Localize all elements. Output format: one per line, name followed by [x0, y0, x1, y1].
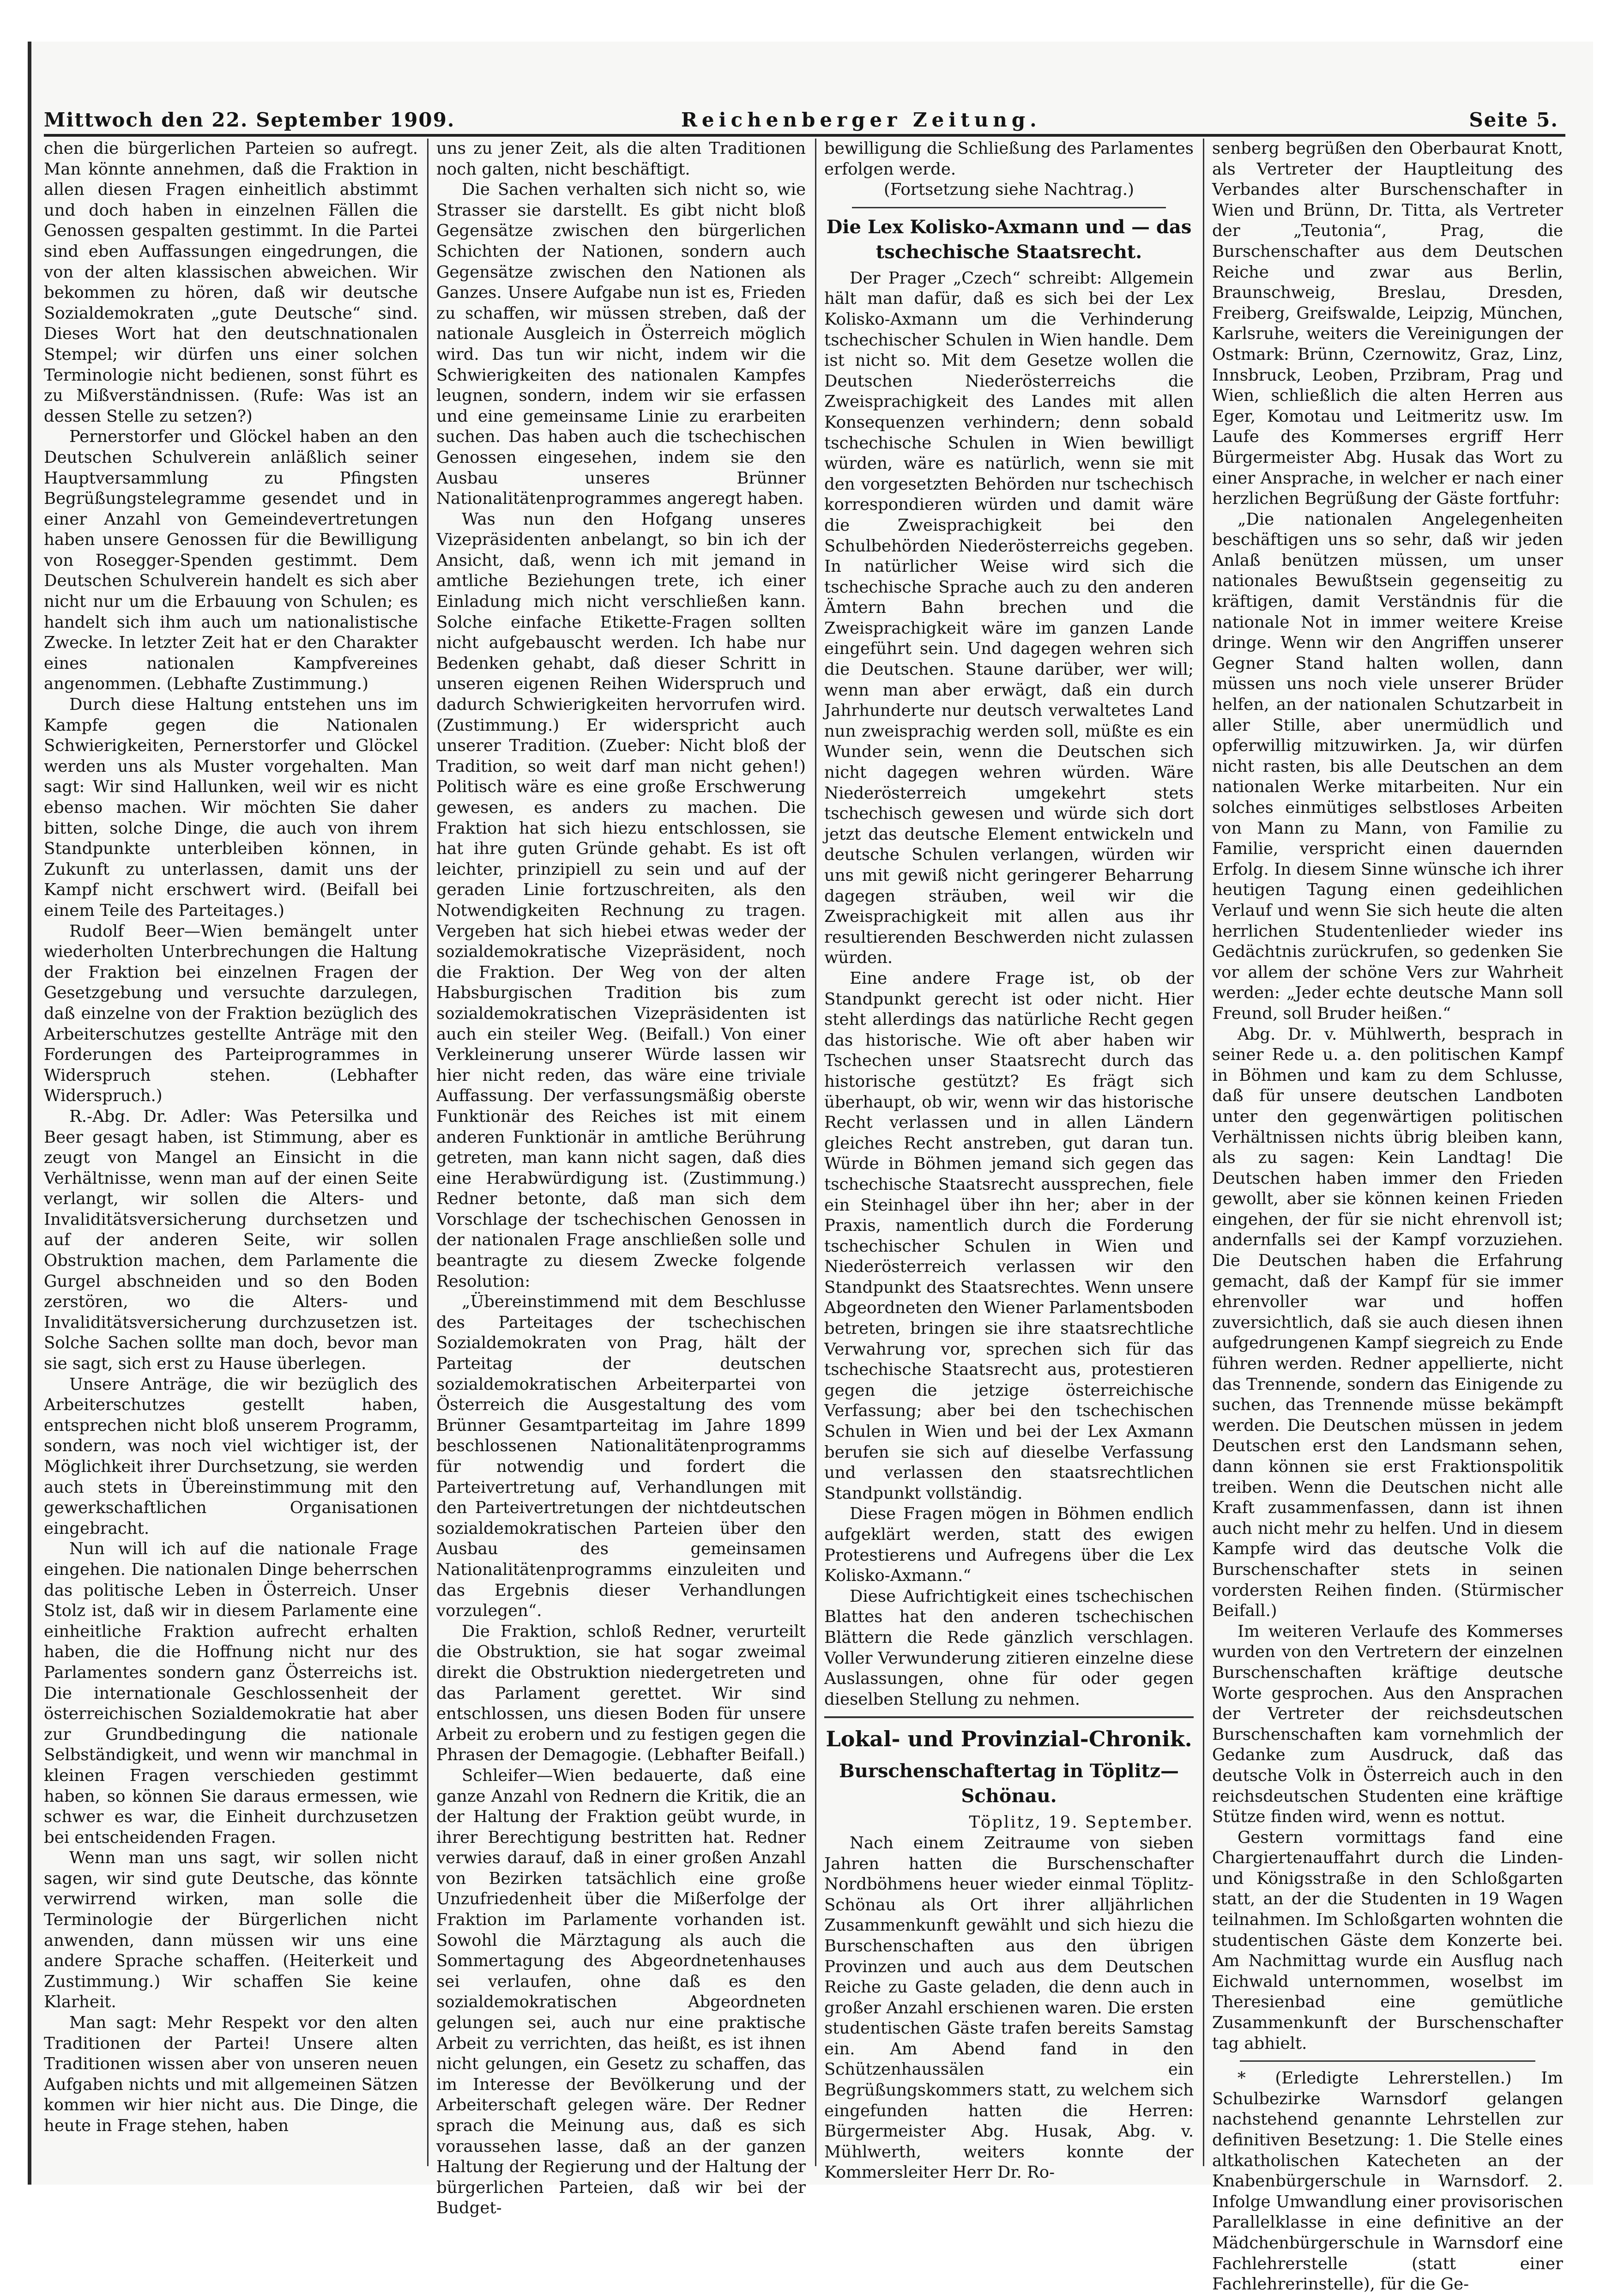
paragraph: Die Sachen verhalten sich nicht so, wie Strasser sie darstellt. Es gibt nicht bloß Gegensätze zwischen den bürgerlichen Schichten der Nationen, sondern auch Gegensätze zwischen den Nationen als Ganzes. Unsere Aufgabe nun ist es, Frieden zu schaffen, wir müssen streben, daß der nationale Ausgleich in Österreich möglich wird. Das tun wir nicht, indem wir die Schwierigkeiten des nationalen Kampfes leugnen, sondern, indem wir sie erfassen und eine gemeinsame Linie zu erarbeiten suchen. Das haben auch die tschechischen Genossen eingesehen, indem sie den Ausbau unseres Brünner Nationalitätenprogrammes angeregt haben.	[436, 180, 806, 509]
paragraph: Schleifer—Wien bedauerte, daß eine ganze Anzahl von Rednern die Kritik, die an der Haltung der Fraktion geübt wurde, in ihrer Berechtigung bestritten hat. Redner verwies darauf, daß in einer großen Anzahl von Bezirken tatsächlich eine große Unzufriedenheit über die Mißerfolge der Fraktion im Parlamente vorhanden ist. Sowohl die Märztagung als auch die Sommertagung des Abgeordnetenhauses sei verlaufen, ohne daß es den sozialdemokratischen Abgeordneten gelungen sei, auch nur eine praktische Arbeit zu verrichten, das heißt, es ist ihnen nicht gelungen, ein Gesetz zu schaffen, das im Interesse der Bevölkerung und der Arbeiterschaft gelegen wäre. Der Redner sprach die Meinung aus, daß es sich voraussehen lasse, daß an der ganzen Haltung der Regierung und der Haltung der bürgerlichen Parteien, daß wir bei der Budget-	[436, 1766, 806, 2218]
header-rule	[44, 134, 1565, 137]
column-3	[824, 139, 1194, 2182]
paragraph: Diese Aufrichtigkeit eines tschechischen Blattes hat den anderen tschechischen Blättern die Rede gänzlich verschlagen. Voller Verwunderung zitieren einzelne diese Auslassungen, ohne für oder gegen dieselben Stellung zu nehmen.	[824, 1587, 1194, 1709]
paragraph: Nach einem Zeitraume von sieben Jahren hatten die Burschenschafter Nordböhmens heuer wieder einmal Töplitz-Schönau als Ort ihrer alljährlichen Zusammenkunft gewählt und sich hiezu die Burschenschaften aus den übrigen Provinzen und auch aus dem Deutschen Reiche zu Gaste geladen, die denn auch in großer Anzahl erschienen waren. Die ersten studentischen Gäste trafen bereits Samstag ein. Am Abend fand in den Schützenhaussälen ein Begrüßungskommers statt, zu welchem sich eingefunden hatten die Herren: Bürgermeister Abg. Husak, Abg. v. Mühlwerth, weiters konnte der Kommersleiter Herr Dr. Ro-	[824, 1833, 1194, 2182]
continuation-note: (Fortsetzung siehe Nachtrag.)	[883, 180, 1135, 200]
header-date: Mittwoch den 22. September 1909.	[44, 109, 455, 131]
column-4	[1212, 139, 1563, 2294]
column-rule	[427, 139, 429, 2166]
article-heading: Burschenschaftertag in Töplitz—Schönau.	[839, 1760, 1179, 1807]
section-separator	[824, 1716, 1194, 1718]
newspaper-title: Reichenberger Zeitung.	[681, 109, 1041, 131]
page-header	[44, 65, 1558, 131]
paragraph: Was nun den Hofgang unseres Vizepräsidenten anbelangt, so bin ich der Ansicht, daß, wenn ich mit jemand in amtliche Beziehungen trete, ich einer Einladung mich nicht verschließen kann. Solche einfache Etikette-Fragen sollten nicht aufgebauscht werden. Ich habe nur Bedenken gehabt, daß dieser Schritt in unseren eigenen Reihen Widerspruch und dadurch Schwierigkeiten hervorrufen wird. (Zustimmung.) Er widerspricht auch unserer Tradition. (Zueber: Nicht bloß der Tradition, so weit darf man nicht gehen!) Politisch wäre es eine große Erschwerung gewesen, es anders zu machen. Die Fraktion hat sich hiezu entschlossen, sie hat ihre guten Gründe gehabt. Es ist oft leichter, prinzipiell zu sein und auf der geraden Linie fortzuschreiten, als den Notwendigkeiten Rechnung zu tragen. Vergeben hat sich hiebei etwas weder der sozialdemokratische Vizepräsident, noch die Fraktion. Der Weg von der alten Habsburgischen Tradition bis zum sozialdemokratischen Vizepräsidenten ist auch ein steiler Weg. (Beifall.) Von einer Verkleinerung unserer Würde lassen wir hier nicht reden, das wäre eine triviale Auffassung. Der verfassungsmäßig oberste Funktionär des Reiches ist mit einem anderen Funktionär in amtliche Berührung getreten, man kann nicht sagen, daß dies eine Herabwürdigung ist. (Zustimmung.) Redner betonte, daß man sich dem Vorschlage der tschechischen Genossen in der nationalen Frage anschließen solle und beantragte zu diesem Zwecke folgende Resolution:	[436, 509, 806, 1291]
column-rule	[1203, 139, 1204, 2166]
paragraph: Rudolf Beer—Wien bemängelt unter wiederholten Unterbrechungen die Haltung der Fraktion bei einzelnen Fragen der Gesetzgebung und versuchte darzulegen, daß einzelne von der Fraktion bezüglich des Arbeiterschutzes gestellte Anträge mit den Forderungen des Parteiprogrammes in Widerspruch stehen. (Lebhafter Widerspruch.)	[44, 921, 418, 1106]
resolution-quote: „Übereinstimmend mit dem Beschlusse des Parteitages der tschechischen Sozialdemokraten von Prag, hält der Parteitag der deutschen sozialdemokratischen Arbeiterpartei von Österreich die Ausgestaltung des vom Brünner Gesamtparteitag im Jahre 1899 beschlossenen Nationalitätenprogramms für notwendig und fordert die Parteivertretung auf, Verhandlungen mit den Parteivertretungen der nichtdeutschen sozialdemokratischen Parteien über den Ausbau des gemeinsamen Nationalitätenprogramms einzuleiten und das Ergebnis dieser Verhandlungen vorzulegen“.	[436, 1292, 806, 1621]
article-heading: Die Lex Kolisko-Axmann und — das tschechische Staatsrecht.	[826, 216, 1192, 263]
paragraph: Diese Fragen mögen in Böhmen endlich aufgeklärt werden, statt des ewigen Protestierens und Aufregens über die Lex Kolisko-Axmann.“	[824, 1504, 1194, 1586]
paragraph: Eine andere Frage ist, ob der Standpunkt gerecht ist oder nicht. Hier steht allerdings das natürliche Recht gegen das historische. Wie oft aber haben wir Tschechen unser Staatsrecht durch das historische gestützt? Es frägt sich überhaupt, ob wir, wenn wir das historische Recht verlassen und in allen Ländern gleiches Recht anstreben, gut daran tun. Würde in Böhmen jemand sich gegen das tschechische Staatsrecht aussprechen, fiele ein Steinhagel über ihn her; aber in der Praxis, namentlich durch die Forderung tschechischer Schulen in Wien und Niederösterreich verlassen wir den Standpunkt des Staatsrechtes. Wenn unsere Abgeordneten den Wiener Parlamentsboden betreten, bringen sie ihre staatsrechtliche Verwahrung vor, sprechen sich für das tschechische Staatsrecht aus, protestieren gegen die jetzige österreichische Verfassung; aber bei den tschechischen Schulen in Wien und bei der Lex Axmann berufen sie sich auf dieselbe Verfassung und verlassen den staatsrechtlichen Standpunkt vollständig.	[824, 969, 1194, 1503]
article-separator	[852, 207, 1166, 208]
paragraph: Gestern vormittags fand eine Chargiertenauffahrt durch die Linden- und Königsstraße in den Schloßgarten statt, an der die Studenten in 19 Wagen teilnahmen. Im Schloßgarten wohnten die studentischen Gäste dem Konzerte bei. Am Nachmittag wurde ein Ausflug nach Eichwald unternommen, woselbst im Theresienbad eine gemütliche Zusammenkunft der Burschenschafter tag abhielt.	[1212, 1828, 1563, 2053]
paragraph: Im weiteren Verlaufe des Kommerses wurden von den Vertretern der einzelnen Burschenschaften kräftige deutsche Worte gesprochen. Aus den Ansprachen der Vertreter der reichsdeutschen Burschenschaften kam vornehmlich der Gedanke zum Ausdruck, daß das deutsche Volk in Österreich auch in den reichsdeutschen Studenten eine kräftige Stütze finden wird, wenn es nottut.	[1212, 1622, 1563, 1827]
page-number: Seite 5.	[1469, 109, 1558, 131]
dateline: Töplitz, 19. September.	[969, 1813, 1194, 1832]
paragraph: R.-Abg. Dr. Adler: Was Petersilka und Beer gesagt haben, ist Stimmung, aber es zeugt von Mangel an Einsicht in die Verhältnisse, wenn man auf der einen Seite verlangt, wir sollen die Alters- und Invaliditätsversicherung durchsetzen und auf der anderen Seite, wir sollen Obstruktion machen, dem Parlamente die Gurgel abschneiden und so den Boden zerstören, wo die Alters- und Invaliditätsversicherung durchzusetzen ist. Solche Sachen sollte man doch, bevor man sie sagt, sich erst zu Hause überlegen.	[44, 1107, 418, 1374]
paragraph: Nun will ich auf die nationale Frage eingehen. Die nationalen Dinge beherrschen das politische Leben in Österreich. Unser Stolz ist, daß wir in diesem Parlamente eine einheitliche Fraktion aufrecht erhalten haben, die die Hoffnung nicht nur des Parlamentes sondern ganz Österreichs ist. Die internationale Geschlossenheit der österreichischen Sozialdemokratie hat aber zur Grundbedingung die nationale Selbständigkeit, und wenn wir manchmal in kleinen Fragen verschieden gestimmt haben, so können Sie daraus ermessen, wie schwer es war, die Einheit durchzusetzen bei entscheidenden Fragen.	[44, 1539, 418, 1847]
section-heading: Lokal- und Provinzial-Chronik.	[826, 1726, 1192, 1752]
column-rule	[815, 139, 816, 2166]
paragraph: Durch diese Haltung entstehen uns im Kampfe gegen die Nationalen Schwierigkeiten, Pernerstorfer und Glöckel werden uns als Muster vorgehalten. Man sagt: Wir sind Hallunken, weil wir es nicht ebenso machen. Wir möchten Sie daher bitten, solche Dinge, die auch von ihrem Standpunkte unterbleiben können, in Zukunft zu unterlassen, damit uns der Kampf nicht erschwert wird. (Beifall bei einem Teile des Parteitages.)	[44, 695, 418, 920]
paragraph: Abg. Dr. v. Mühlwerth, besprach in seiner Rede u. a. den politischen Kampf in Böhmen und kam zu dem Schlusse, daß für unsere deutschen Landboten unter den gegenwärtigen politischen Verhältnissen nichts übrig bleiben kann, als zu sagen: Kein Landtag! Die Deutschen haben immer den Frieden gewollt, aber sie können keinen Frieden eingehen, der für sie nicht ehrenvoll ist; andernfalls sei der Kampf vorzuziehen. Die Deutschen haben die Erfahrung gemacht, daß der Kampf für sie immer ehrenvoller war und hoffen zuversichtlich, daß sie auch diesen ihnen aufgedrungenen Kampf siegreich zu Ende führen werden. Redner appellierte, nicht das Trennende, sondern das Einigende zu suchen, das Trennende müsse bekämpft werden. Die Deutschen müssen in jedem Deutschen erst den Landsmann sehen, dann können sie erst Fraktionspolitik treiben. Wenn die Deutschen nicht alle Kraft zusammenfassen, dann ist ihnen auch nicht mehr zu helfen. Und in diesem Kampfe wird das deutsche Volk die Burschenschafter stets in seinen vordersten Reihen finden. (Stürmischer Beifall.)	[1212, 1024, 1563, 1621]
paragraph: Unsere Anträge, die wir bezüglich des Arbeiterschutzes gestellt haben, entsprechen nicht bloß unserem Programm, sondern, was noch viel wichtiger ist, der Möglichkeit ihrer Durchsetzung, sie werden auch stets in Übereinstimmung mit den gewerkschaftlichen Organisationen eingebracht.	[44, 1375, 418, 1538]
paragraph: chen die bürgerlichen Parteien so aufregt. Man könnte annehmen, daß die Fraktion in allen diesen Fragen einheitlich abstimmt und doch haben in einzelnen Fällen die Genossen gespalten gestimmt. In die Partei sind eben Auffassungen eingedrungen, die von der alten klassischen abweichen. Wir bekommen zu hören, daß wir deutsche Sozialdemokraten „gute Deutsche“ sind. Dieses Wort hat den deutschnationalen Stempel; wir dürfen uns einer solchen Terminologie nicht bedienen, sonst führt es zu Mißverständnissen. (Rufe: Was ist an dessen Stelle zu setzen?)	[44, 139, 418, 426]
column-2	[436, 139, 806, 2218]
paragraph: senberg begrüßen den Oberbaurat Knott, als Vertreter der Hauptleitung des Verbandes alter Burschenschafter in Wien und Brünn, Dr. Titta, als Vertreter der „Teutonia“, Prag, die Burschenschafter aus dem Deutschen Reiche und zwar aus Berlin, Braunschweig, Breslau, Dresden, Freiberg, Greifswalde, Leipzig, München, Karlsruhe, weiters die Vereinigungen der Ostmark: Brünn, Czernowitz, Graz, Linz, Innsbruck, Leoben, Przibram, Prag und Wien, schließlich die alten Herren aus Eger, Komotau und Leitmeritz usw. Im Laufe des Kommerses ergriff Herr Bürgermeister Abg. Husak das Wort zu einer Ansprache, in welcher er nach einer herzlichen Begrüßung der Gäste fortfuhr:	[1212, 139, 1563, 509]
paragraph: Pernerstorfer und Glöckel haben an den Deutschen Schulverein anläßlich seiner Hauptversammlung zu Pfingsten Begrüßungstelegramme gesendet und in einer Anzahl von Gemeindevertretungen haben unsere Genossen für die Bewilligung von Rosegger-Spenden gestimmt. Dem Deutschen Schulverein handelt es sich aber nicht nur um die Erbauung von Schulen; es handelt sich ihm auch um nationalistische Zwecke. In letzter Zeit hat er den Charakter eines nationalen Kampfvereines angenommen. (Lebhafte Zustimmung.)	[44, 427, 418, 694]
paragraph: Der Prager „Czech“ schreibt: Allgemein hält man dafür, daß es sich bei der Lex Kolisko-Axmann um die Verhinderung tschechischer Schulen in Wien handle. Dem ist nicht so. Mit dem Gesetze wollen die Deutschen Niederösterreichs die Zweisprachigkeit des Landes mit allen Konsequenzen verhindern; denn sobald tschechische Schulen in Wien bewilligt würden, wäre es natürlich, wenn sie mit den vorgesetzten Behörden nur tschechisch korrespondieren würden und damit wäre die Zweisprachigkeit bei den Schulbehörden Niederösterreichs gegeben. In natürlicher Weise wird sich die tschechische Sprache auch zu den anderen Ämtern Bahn brechen und die Zweisprachigkeit wäre im ganzen Lande eingeführt sein. Und dagegen wehren sich die Deutschen. Staune darüber, wer will; wenn man aber erwägt, daß ein durch Jahrhunderte nur deutsch verwaltetes Land nun zweisprachig werden soll, müßte es ein Wunder sein, wenn die Deutschen sich nicht dagegen wehren würden. Wäre Niederösterreich umgekehrt stets tschechisch gewesen und würde sich dort jetzt das deutsche Element entwickeln und deutsche Schulen verlangen, würden wir uns mit gewiß nicht geringerer Beharrung dagegen sträuben, weil wir die Zweisprachigkeit mit allen aus ihr resultierenden Beschwerden nicht zulassen würden.	[824, 268, 1194, 968]
column-1	[44, 139, 418, 2162]
paragraph: uns zu jener Zeit, als die alten Traditionen noch galten, nicht beschäftigt.	[436, 139, 806, 179]
notice: * (Erledigte Lehrerstellen.) Im Schulbezirke Warnsdorf gelangen nachstehend genannte Lehrstellen zur definitiven Besetzung: 1. Die Stelle eines altkatholischen Katecheten an der Knabenbürgerschule in Warnsdorf. 2. Infolge Umwandlung einer provisorischen Parallelklasse in eine definitive an der Mädchenbürgerschule in Warnsdorf eine Fachlehrerstelle (statt einer Fachlehrerinstelle), für die Ge-	[1212, 2069, 1563, 2294]
paragraph: Man sagt: Mehr Respekt vor den alten Traditionen der Partei! Unsere alten Traditionen wissen aber von unseren neuen Aufgaben nichts und mit allgemeinen Sätzen kommen wir hier nicht aus. Die Dinge, die heute in Frage stehen, haben	[44, 2013, 418, 2135]
paragraph: „Die nationalen Angelegenheiten beschäftigen uns so sehr, daß wir jeden Anlaß benützen müssen, um unser nationales Bewußtsein gegenseitig zu kräftigen, damit Verständnis für die nationale Not in immer weitere Kreise dringe. Wenn wir den Angriffen unserer Gegner Stand halten wollen, dann müssen uns noch viele unserer Brüder helfen, an der nationalen Schutzarbeit in aller Stille, aber unermüdlich und opferwillig mitzuwirken. Ja, wir dürfen nicht rasten, bis alle Deutschen an dem nationalen Werke mitarbeiten. Nur ein solches einmütiges selbstloses Arbeiten von Mann zu Mann, von Familie zu Familie, verspricht einen dauernden Erfolg. In diesem Sinne wünsche ich ihrer heutigen Tagung einen gedeihlichen Verlauf und wenn Sie sich heute die alten herrlichen Studentenlieder wieder ins Gedächtnis zurückrufen, so gedenken Sie vor allem der schöne Vers zur Wahrheit werden: „Jeder echte deutsche Mann soll Freund, soll Bruder heißen.“	[1212, 509, 1563, 1023]
paragraph: bewilligung die Schließung des Parlamentes erfolgen werde.	[824, 139, 1194, 179]
article-separator	[1240, 2060, 1535, 2062]
paragraph: Die Fraktion, schloß Redner, verurteilt die Obstruktion, sie hat sogar zweimal direkt die Obstruktion niedergetreten und das Parlament gerettet. Wir sind entschlossen, uns diesen Boden für unsere Arbeit zu erobern und zu festigen gegen die Phrasen der Demagogie. (Lebhafter Beifall.)	[436, 1622, 806, 1765]
paragraph: Wenn man uns sagt, wir sollen nicht sagen, wir sind gute Deutsche, das könnte verwirrend wirken, man solle die Terminologie der Bürgerlichen nicht anwenden, dann müssen wir uns eine andere Sprache schaffen. (Heiterkeit und Zustimmung.) Wir schaffen Sie keine Klarheit.	[44, 1848, 418, 2012]
